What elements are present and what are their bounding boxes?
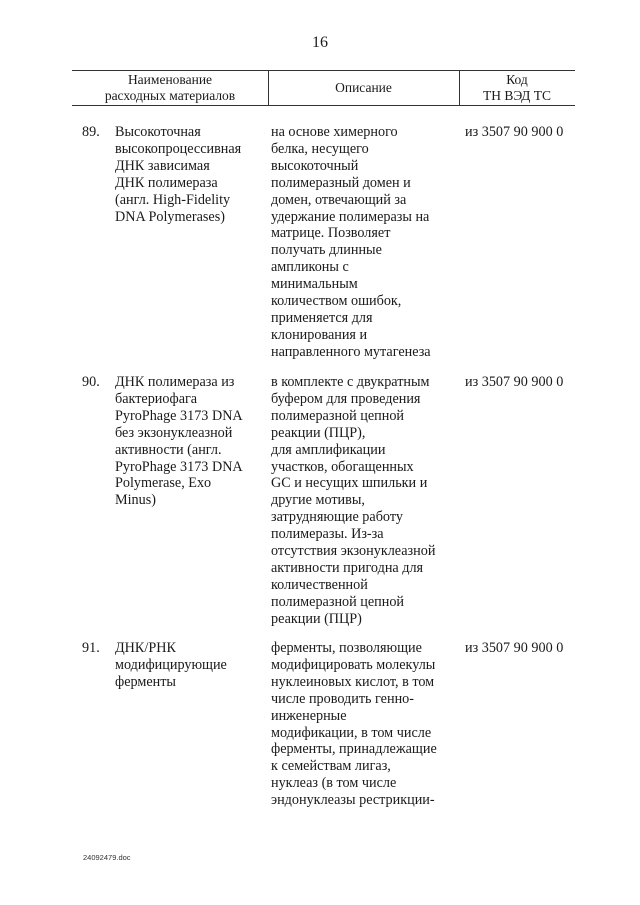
row-code: из 3507 90 900 0 [465, 374, 564, 390]
page-number: 16 [312, 34, 328, 51]
header-code: Код ТН ВЭД ТС [483, 72, 551, 103]
row-description: на основе химерного белка, несущего высокоточный полимеразный домен и домен, отвечающий за удержание полимеразы на матрице. Позволяет получать длинные ампликоны с минимальным количеством ошибок, применяется для клонирования и направленного мутагенеза [271, 124, 431, 360]
row-code: из 3507 90 900 0 [465, 124, 564, 140]
footer-file-code: 24092479.doc [83, 853, 131, 862]
header-top-rule [72, 70, 575, 71]
row-name: ДНК полимераза из бактериофага PyroPhage 3173 DNA без экзонуклеазной активности (англ. PyroPhage 3173 DNA Polymerase, Exo Minus) [115, 374, 243, 509]
row-name: ДНК/РНК модифицирующие ферменты [115, 640, 227, 690]
header-description: Описание [335, 80, 392, 95]
row-description: в комплекте с двукратным буфером для проведения полимеразной цепной реакции (ПЦР), для амплификации участков, обогащенных GC и несущих шпильки и другие мотивы, затрудняющие работу полимеразы. Из-за отсутствия экзонуклеазной активности пригодна для количественной полимеразной цепной реакции (ПЦР) [271, 374, 436, 627]
row-number: 90. [82, 374, 100, 390]
row-number: 89. [82, 124, 100, 140]
header-name: Наименование расходных материалов [104, 72, 236, 103]
row-description: ферменты, позволяющие модифицировать молекулы нуклеиновых кислот, в том числе проводить генно- инженерные модификации, в том числе ферменты, принадлежащие к семействам лигаз, нуклеаз (в том числе эндонуклеазы рестрикции- [271, 640, 437, 809]
row-code: из 3507 90 900 0 [465, 640, 564, 656]
header-bottom-rule [72, 105, 575, 106]
row-name: Высокоточная высокопроцессивная ДНК зависимая ДНК полимераза (англ. High-Fidelity DNA Polymerases) [115, 124, 242, 225]
row-number: 91. [82, 640, 100, 656]
